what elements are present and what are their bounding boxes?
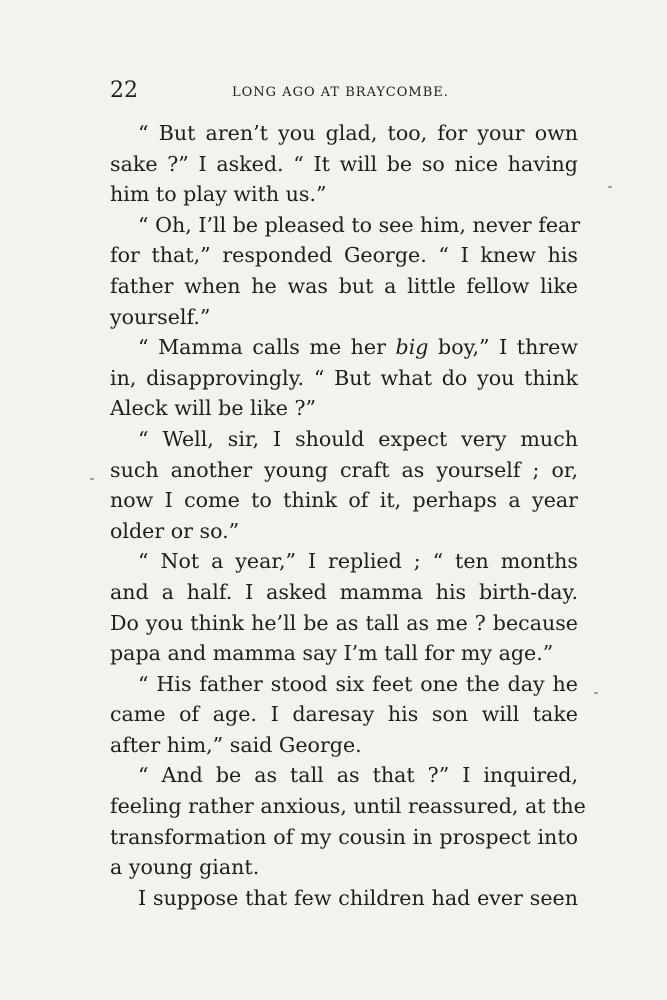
text-line: I suppose that few children had ever seen [138, 885, 578, 910]
text-line: came of age. I daresay his son will take [110, 702, 578, 727]
text-line: “ Mamma calls me her big boy,” I threw [138, 335, 578, 360]
page-number: 22 [110, 78, 138, 103]
text-line: “ But aren’t you glad, too, for your own [138, 121, 578, 145]
text-line: him to play with us.” [110, 182, 327, 207]
text-line: “ His father stood six feet one the day he [138, 671, 578, 696]
text-line: “ Oh, I’ll be pleased to see him, never fear [138, 212, 581, 237]
text-line: “ Well, sir, I should expect very much [138, 426, 578, 451]
text-line: such another young craft as yourself ; or, [110, 457, 578, 482]
paper-speck [594, 692, 598, 694]
text-line: “ And be as tall as that ?” I inquired, [138, 763, 578, 788]
text-line: a young giant. [110, 855, 260, 880]
text-line: after him,” said George. [110, 732, 362, 757]
text-line: and a half. I asked mamma his birth-day. [110, 579, 578, 604]
text-line: father when he was but a little fellow like [110, 273, 578, 298]
paper-speck [90, 478, 94, 480]
text-line: transformation of my cousin in prospect into [110, 824, 578, 849]
text-line: for that,” responded George. “ I knew his [110, 243, 578, 268]
text-line: sake ?” I asked. “ It will be so nice having [110, 151, 578, 176]
text-line: Aleck will be like ?” [110, 396, 317, 421]
text-line: older or so.” [110, 518, 240, 543]
text-line: now I come to think of it, perhaps a year [110, 488, 578, 513]
paper-speck [608, 186, 612, 188]
text-line: Do you think he’ll be as tall as me ? because [110, 610, 578, 635]
running-title: LONG AGO AT BRAYCOMBE. [232, 85, 449, 100]
text-line: papa and mamma say I’m tall for my age.” [110, 641, 554, 666]
emphasis: big [395, 335, 429, 360]
text-line: in, disapprovingly. “ But what do you think [110, 365, 578, 390]
page-header [110, 78, 580, 108]
text-line: “ Not a year,” I replied ; “ ten months [138, 549, 578, 574]
text-line: yourself.” [110, 304, 211, 329]
body-text [110, 118, 586, 913]
text-line: feeling rather anxious, until reassured, at the [110, 794, 586, 819]
